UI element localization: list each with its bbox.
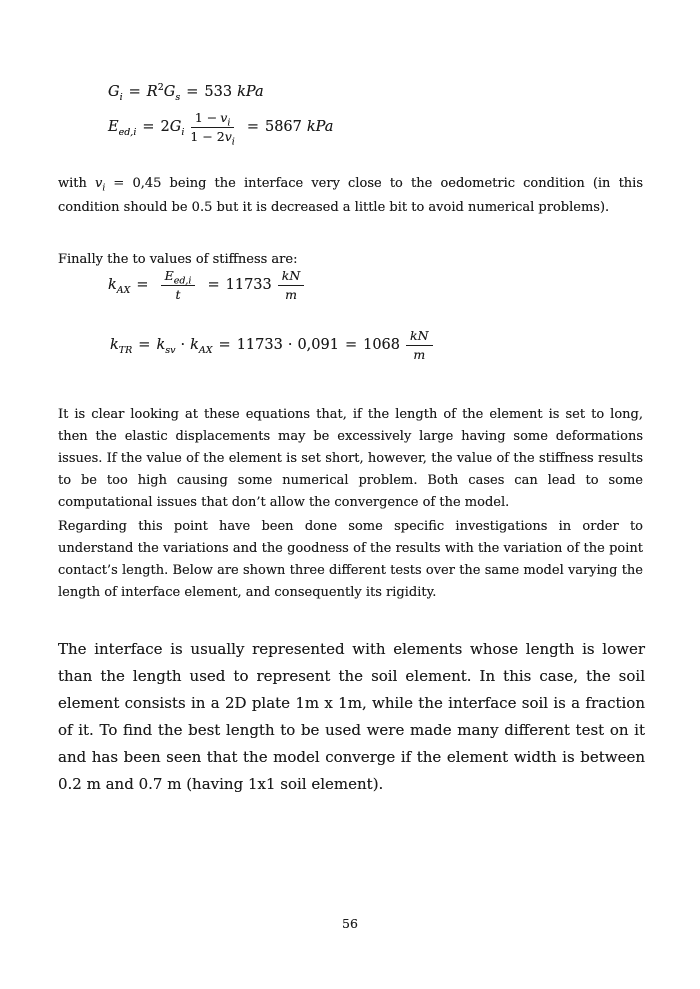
eq2-coef-term bbox=[160, 119, 185, 139]
equals-sign: = bbox=[128, 84, 141, 100]
eq1-var-Gs: G bbox=[163, 84, 176, 100]
eq2-den-var-v: v bbox=[224, 128, 232, 144]
eq4-value-1: 11733 bbox=[236, 337, 283, 354]
p1-sub-i: i bbox=[102, 183, 106, 194]
eq3-sub-AX: AX bbox=[116, 285, 131, 297]
eq1-exp-2: 2 bbox=[157, 82, 164, 94]
eq2-unit: kPa bbox=[306, 119, 334, 136]
eq4-unit-fraction: $\frac{kN}{m}$ bbox=[406, 328, 433, 362]
eq2-numerator: $1 - v_i$ bbox=[191, 110, 235, 128]
equation-oedometric-modulus bbox=[108, 110, 334, 148]
eq1-sub-s: s bbox=[175, 91, 181, 103]
p1-text-pre: with bbox=[58, 176, 96, 191]
eq2-denominator: $1 - 2v_i$ bbox=[190, 128, 235, 148]
eq3-fraction bbox=[161, 268, 196, 302]
eq1-rhs bbox=[146, 82, 181, 103]
equals-sign: = bbox=[186, 84, 199, 100]
eq2-sub-edi: ed,i bbox=[118, 127, 137, 139]
eq1-value: 533 bbox=[204, 84, 233, 100]
equals-sign: = bbox=[218, 337, 231, 354]
eq2-sub-i: i bbox=[181, 127, 185, 139]
p1-var-v: v bbox=[95, 176, 103, 191]
page-number: 56 bbox=[342, 916, 358, 931]
eq4-var-k: k bbox=[110, 337, 119, 354]
eq1-var-R: R bbox=[146, 84, 158, 100]
equals-sign: = bbox=[138, 337, 151, 354]
paragraph-element-length-discussion: It is clear looking at these equations that, if the length of the element is set to long, then the elastic displacements may be excessively large having some deformations issues. If the value of the element is set short, however, the value of the stiffness results to be too high causing some numerical problem. Both cases can lead to some computational issues that don’t allow the convergence of the model. bbox=[58, 407, 643, 510]
multiplication-dot: · bbox=[287, 337, 293, 354]
eq4-value-2: 0,091 bbox=[297, 337, 339, 354]
eq2-num-var-v: v bbox=[220, 110, 228, 125]
eq4-sub-TR: TR bbox=[118, 345, 133, 357]
equals-sign: = bbox=[207, 277, 220, 294]
equation-transverse-stiffness bbox=[110, 328, 439, 362]
eq4-term-kax: $k_{AX}$ bbox=[190, 337, 213, 357]
p1-text-post: = 0,45 being the interface very close to the oedometric condition (in this condition should be 0.5 but it is decreased a little bit to avoid numerical problems). bbox=[58, 176, 643, 215]
eq1-sub-i: i bbox=[119, 91, 123, 103]
equals-sign: = bbox=[142, 119, 155, 136]
multiplication-dot: · bbox=[180, 337, 186, 354]
paragraph-poisson-ratio-note bbox=[58, 172, 643, 220]
eq3-denominator: t bbox=[175, 286, 181, 302]
eq1-lhs bbox=[108, 84, 123, 103]
eq1-unit: kPa bbox=[237, 84, 264, 100]
equation-interface-shear-modulus bbox=[108, 82, 264, 103]
paragraph-investigations: Regarding this point have been done some specific investigations in order to understand the variations and the goodness of the results with the variation of the point contact’s length. Below are shown three different tests over the same model varying the length of interface element, and consequently its rigidity. bbox=[58, 519, 643, 600]
equals-sign: = bbox=[246, 119, 259, 136]
eq2-var-E: E bbox=[108, 119, 119, 136]
eq3-value: 11733 bbox=[225, 277, 272, 294]
eq2-lhs bbox=[108, 119, 137, 139]
eq1-var-G: G bbox=[108, 84, 120, 100]
eq4-lhs bbox=[110, 337, 133, 357]
eq3-unit-fraction: $\frac{kN}{m}$ bbox=[278, 268, 305, 302]
paragraph-interface-representation: The interface is usually represented with elements whose length is lower than the length used to represent the soil element. In this case, the soil element consists in a 2D plate 1m x 1m, while the interface soil is a fraction of it. To find the best length to be used were made many different test on it and has been seen that the model converge if the element width is between 0.2 m and 0.7 m (having 1x1 soil element). bbox=[58, 640, 645, 793]
paragraph-finally-intro: Finally the to values of stiffness are: bbox=[58, 252, 298, 267]
eq4-term-ksv: $k_{sv}$ bbox=[156, 337, 176, 357]
eq3-var-k: k bbox=[108, 277, 117, 294]
eq3-lhs bbox=[108, 277, 131, 297]
eq2-coef: 2 bbox=[160, 119, 170, 136]
eq4-result: 1068 bbox=[363, 337, 401, 354]
equation-axial-stiffness bbox=[108, 268, 310, 302]
eq2-value: 5867 bbox=[264, 119, 302, 136]
equals-sign: = bbox=[344, 337, 358, 354]
eq3-numerator: $E_{ed,i}$ bbox=[161, 268, 196, 286]
equals-sign: = bbox=[136, 277, 149, 294]
eq2-var-G: G bbox=[169, 119, 182, 136]
eq2-fraction bbox=[190, 110, 235, 148]
